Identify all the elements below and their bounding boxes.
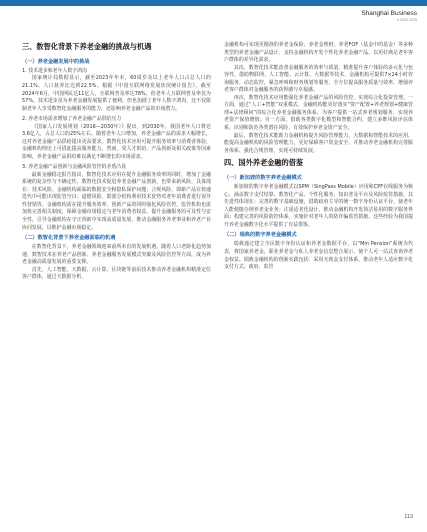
paragraph: 首先，人工智能、大数据、云计算、区块链等前沿技术推动养老金融机构精准定位客户群体，通过大数据分析， bbox=[22, 266, 211, 281]
subsection-opportunities: （二）数智化背景下养老金融面临的机遇 bbox=[22, 235, 116, 242]
subheading-supply-pressure: 2. 养老市场需求增加了养老金融产品供给压力 bbox=[22, 116, 122, 123]
paragraph: 其次，数智化技术能改善金融服务的效率与质量，精准提升客户体验的多元化与包容性。借助物联网、人工智能、云计算、大数据等技术，金融机构可提供7×24小时咨询服务、动态监控、紧急呼叫和财务规划等服务，全方位提高服务质量与效率，增强养老客户群体对金融服务的获得感与幸福感。 bbox=[224, 64, 413, 94]
paragraph: 金融机构可实现更精准的养老金保险、养老金理财、养老FOF（基金中的基金）等多种类型的养老金融产品设计，支持金融机构开发个性化养老金融产品，以更好满足老年客户群体的差异化需求。 bbox=[224, 42, 413, 64]
page-number: 113 bbox=[404, 514, 413, 520]
paragraph: 国家统计局数据显示，截至2023年年末，60周岁及以上老年人口占总人口的21.1%，人口抚养比达到22.5%。根据《中国互联网络发展状况统计报告》，截至2024年6月，中国网民达11亿人，互联网普及率达78%，但老年人互联网普及率仅为57%。技术进步虽为养老金融发展提供了便利，但也加剧了老年人数字鸿沟，这不仅限制老年人享受数智化金融服务的能力，还影响养老金融产品的市场潜力。 bbox=[22, 75, 211, 112]
paragraph: 新加坡的数字养老金融模式以SPM（SingPass Mobile）应用和CPF在线服务为核心，涵盖数字支付结算、数智化产品、个性化服务、知识普及平台及风险监管措施。其先进性体现在：完善的数字基础设施，借助政府主导的统一数字身份认证平台，使老年人能便捷办理养老金业务；注重适老化设计，推动金融机构开发简洁易用的数字服务界面；构建完善的风险防控体系，实施针对老年人的防诈骗监管措施。这些经验为我国提升养老金融数字化水平提供了有益借鉴。 bbox=[224, 184, 413, 228]
paragraph: 《国家人口发展规划（2016—2030年）》提出，到2030年，我国老年人口将达3.6亿人，占总人口的25%左右。随着老年人口增加，养老金融产品的需求大幅增长，这对养老金融产品供给提出更高要求。数智化技术应用可提升服务效率与消费者体验，金融机构理论上可借此提高服务能力，然而，受人才供给、产品创新及相关政策等因素影响，养老金融产品供给难以满足不断增长的市场需求。 bbox=[22, 123, 211, 160]
subheading-digital-divide: 1. 技术进步和老年人数字鸿沟 bbox=[22, 68, 87, 74]
paragraph: 最新金融稳定报告指出，数智化技术应用在提升金融服务效率的同时，增加了金融系统的复杂性与不确定性，数智化技术促进养老金融产品创新，也带来新风险，具体现在：技术风险、金融机构面临的数据安全和隐私保护问题；合规风险，即新产品在快速迭代中可能出现监管空白；道德风险，即部分机构利用技术优势对老年消费者进行误导性营销等。金融机构需在提升服务效率、创新产品的同时强化风险管控，监管机构也需加快完善相关制度，保障金融市场稳定与老年消费者权益，提升金融服务的可及性与安全性，引导金融机构在守正创新中实现高质量发展，推动金融服务养老事业和养老产业协同发展，以维护金融市场稳定。 bbox=[22, 171, 211, 231]
section-title-3: 三、数智化背景下养老金融的挑战与机遇 bbox=[22, 42, 152, 51]
paragraph: 瑞典通过建立全民数字身份认证和养老金数据平台，以“Min Pension”系统为代表，将国家养老金、职业养老金与私人养老金信息整合展示，使个人可一站式查询养老金权益。瑞典金融机构的创新实践包括：采用无现金支付体系，推动老年人适应数字化支付方式；政府、监管 bbox=[224, 241, 413, 271]
journal-title: Shanghai Business bbox=[361, 10, 417, 17]
section-title-4: 四、国外养老金融的借鉴 bbox=[224, 158, 304, 168]
paragraph: 再次，数智化技术应用能强化养老金融产品的风险管控，实现综合化投资管理。一方面，通过“人工+智能”双重模式，金融机构能更好落实“资产配置+养老规划+健康管理+法律顾问”的综合化养老金融服务体系，为客户提供一站式养老规划服务，实现养老资产保值增值；另一方面，借助各类数字化模型和智能合约，建立多维风险评估体系，识别和防范各类潜在风险，有效保护养老金资产安全。 bbox=[224, 94, 413, 132]
left-column bbox=[22, 42, 211, 282]
masthead bbox=[361, 10, 417, 23]
subsection-challenges: （一）养老金融发展中的挑战 bbox=[22, 59, 90, 65]
subsection-singapore: （一）新加坡的数字养老金融模式 bbox=[224, 175, 302, 182]
subheading-risk-control: 3. 养老金融产品创新与金融风险管控的矛盾凸显 bbox=[22, 164, 127, 171]
header-accent-bar bbox=[0, 0, 427, 6]
right-column bbox=[224, 42, 413, 272]
paragraph: 在数智化背景下，养老金融领域迎来前所未有的发展机遇。随着人口老龄化趋势加速，数智技术在养老产品创新、养老金融服务发展模式突破及风险管控等方面，成为养老金融高质量发展的重要支撑。 bbox=[22, 244, 211, 266]
issue-info: 5 2024 2025 bbox=[397, 18, 417, 22]
subsection-sweden: （二）瑞典的数字养老金融模式 bbox=[224, 232, 297, 239]
paragraph: 最后，数智化技术能助力金融机构提升风险管理能力，大数据和智能技术的应用，能提高金融机构的风险管理能力，更好保障客户资金安全，并推动养老金融机构完善服务体系、强化合规管理，实现可持续发展。 bbox=[224, 132, 413, 154]
